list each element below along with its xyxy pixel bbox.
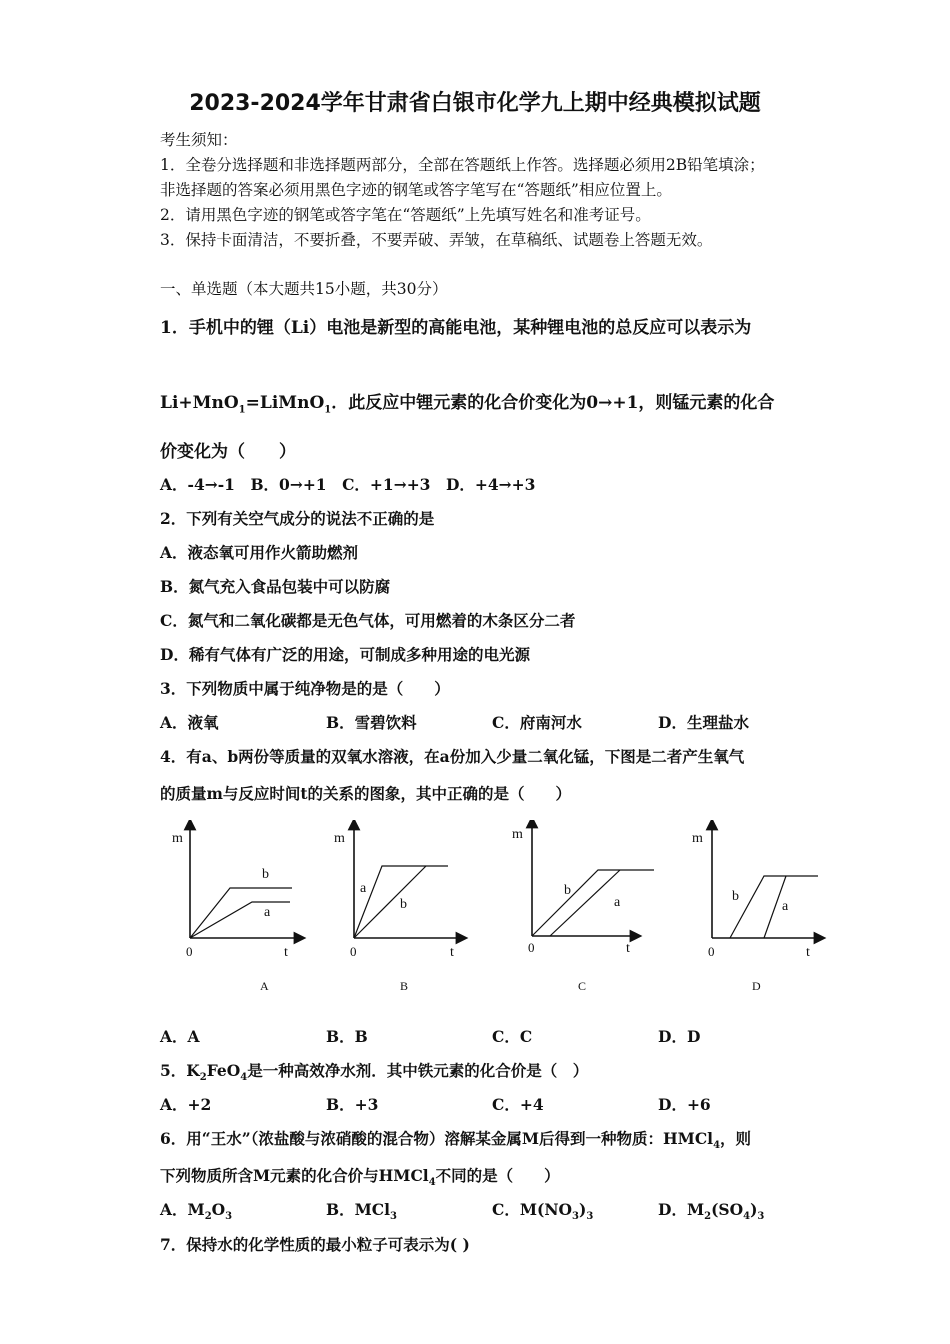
graph-d-x-label: t: [806, 945, 810, 960]
graph-a: [172, 824, 300, 993]
graph-d-caption: D: [752, 979, 761, 993]
q2-option-d: D．稀有气体有广泛的用途，可制成多种用途的电光源: [160, 645, 530, 664]
graph-c-y-label: m: [512, 827, 523, 842]
q6-a-part: A．M: [160, 1200, 205, 1219]
q5-stem-part: FeO: [206, 1061, 241, 1080]
q1-formula-sub: 1: [238, 404, 246, 416]
q5-option-c: C．+4: [492, 1095, 544, 1114]
page-title: 2023-2024学年甘肃省白银市化学九上期中经典模拟试题: [189, 91, 761, 116]
graph-a-y-label: m: [172, 831, 183, 846]
q5-stem-part: 是一种高效净水剂．其中铁元素的化合价是（ ）: [247, 1061, 589, 1080]
q3-stem: 3．下列物质中属于纯净物是的是（ ）: [160, 679, 450, 698]
graph-c-line-b: [532, 870, 654, 936]
q6-option-b: [326, 1198, 397, 1222]
q3-option-b: B．雪碧饮料: [326, 713, 417, 732]
graph-d-line-b: [730, 876, 818, 938]
q6-d-part: ): [750, 1200, 758, 1219]
notice-line-4: 3．保持卡面清洁，不要折叠，不要弄破、弄皱，在草稿纸、试题卷上答题无效。: [160, 231, 713, 249]
graph-a-caption: A: [260, 979, 269, 993]
q6-d-part: D．M: [658, 1200, 705, 1219]
q6-part: 不同的是（ ）: [435, 1166, 560, 1185]
q2-option-a: A．液态氧可用作火箭助燃剂: [160, 543, 359, 562]
q3-option-c: C．府南河水: [492, 713, 582, 732]
q6-d-part: (SO: [711, 1200, 744, 1219]
q5-stem: [160, 1059, 588, 1083]
q1-formula-part: =LiMnO: [245, 393, 325, 413]
q1-formula-part: Li+MnO: [160, 393, 239, 413]
graph-b: [334, 824, 462, 993]
q3-option-d: D．生理盐水: [658, 713, 749, 732]
q4-option-c: C．C: [492, 1027, 533, 1046]
q5-option-d: D．+6: [658, 1095, 711, 1114]
q4-line-1: 4．有a、b两份等质量的双氧水溶液，在a份加入少量二氧化锰，下图是二者产生氧气: [160, 747, 745, 766]
q6-a-sub: 2: [204, 1211, 212, 1223]
graph-b-line-b: [354, 866, 426, 938]
graph-b-label-a: a: [360, 881, 367, 896]
graph-c-label-a: a: [614, 895, 621, 910]
graph-b-label-b: b: [400, 897, 407, 912]
q5-option-b: B．+3: [326, 1095, 379, 1114]
q1-formula-part: ．此反应中锂元素的化合价变化为0→+1，则锰元素的化合: [331, 393, 775, 413]
graph-b-y-label: m: [334, 831, 345, 846]
q6-a-sub: 3: [225, 1211, 233, 1223]
q5-stem-sub: 2: [199, 1072, 207, 1084]
notice-line-1: 1．全卷分选择题和非选择题两部分，全部在答题纸上作答。选择题必须用2B铅笔填涂；: [160, 156, 765, 174]
graph-c-x-label: t: [626, 941, 630, 956]
notice-heading: 考生须知：: [160, 131, 238, 149]
graph-b-x-label: t: [450, 945, 454, 960]
graph-a-label-b: b: [262, 867, 269, 882]
q6-b-part: B．MCl: [326, 1200, 390, 1219]
graph-d-label-a: a: [782, 899, 789, 914]
section-heading: 一、单选题（本大题共15小题，共30分）: [160, 280, 448, 298]
q5-stem-sub: 4: [240, 1072, 248, 1084]
q6-line-1: [160, 1127, 751, 1151]
q2-option-c: C．氮气和二氧化碳都是无色气体，可用燃着的木条区分二者: [160, 611, 576, 630]
q6-a-part: O: [211, 1200, 226, 1219]
q1-options: A．-4→-1 B．0→+1 C．+1→+3 D．+4→+3: [160, 475, 536, 494]
q2-stem: 2．下列有关空气成分的说法不正确的是: [160, 509, 435, 528]
q6-d-sub: 3: [757, 1211, 765, 1223]
q6-b-sub: 3: [389, 1211, 397, 1223]
q6-sub: 4: [428, 1177, 436, 1189]
graph-a-label-a: a: [264, 905, 271, 920]
q1-line-1: 1．手机中的锂（Li）电池是新型的高能电池，某种锂电池的总反应可以表示为: [160, 318, 752, 338]
q4-graphs-svg: [160, 820, 840, 1000]
q5-stem-part: 5．K: [160, 1061, 200, 1080]
graph-a-origin: 0: [186, 944, 193, 959]
q4-option-d: D．D: [658, 1027, 701, 1046]
graph-c-label-b: b: [564, 883, 571, 898]
q6-option-d: [658, 1198, 764, 1222]
q3-option-a: A．液氧: [160, 713, 219, 732]
q7-stem: 7．保持水的化学性质的最小粒子可表示为( ): [160, 1235, 470, 1254]
graph-d-origin: 0: [708, 944, 715, 959]
graph-c-caption: C: [578, 979, 587, 993]
q6-option-c: [492, 1198, 593, 1222]
q6-sub: 4: [713, 1140, 721, 1152]
q2-option-b: B．氮气充入食品包装中可以防腐: [160, 577, 391, 596]
q6-c-part: ): [578, 1200, 587, 1219]
graph-b-origin: 0: [350, 944, 357, 959]
graph-a-line-b: [190, 888, 292, 938]
graph-d: [692, 824, 820, 993]
graph-c-origin: 0: [528, 940, 535, 955]
q6-part: 下列物质所含M元素的化合价与HMCl: [160, 1166, 429, 1185]
q1-formula-sub: 1: [324, 404, 332, 416]
q1-formula-line: [160, 388, 774, 415]
graph-c: [512, 822, 654, 993]
q6-line-2: [160, 1164, 560, 1188]
q6-d-sub: 2: [704, 1211, 712, 1223]
q6-part: 6．用“王水”（浓盐酸与浓硝酸的混合物）溶解某金属M后得到一种物质：HMCl: [160, 1129, 714, 1148]
q6-d-sub: 4: [743, 1211, 751, 1223]
q6-part: ，则: [720, 1129, 752, 1148]
q6-c-part: C．M(NO: [492, 1200, 572, 1219]
graph-d-y-label: m: [692, 831, 703, 846]
q4-graphs: [160, 820, 840, 1000]
graph-d-label-b: b: [732, 889, 739, 904]
q6-c-sub: 3: [572, 1211, 579, 1223]
notice-line-3: 2．请用黑色字迹的钢笔或答字笔在“答题纸”上先填写姓名和准考证号。: [160, 206, 651, 224]
q4-option-b: B．B: [326, 1027, 368, 1046]
q6-c-sub: 3: [586, 1211, 594, 1223]
q4-line-2: 的质量m与反应时间t的关系的图象，其中正确的是（ ）: [160, 784, 572, 803]
q5-option-a: A．+2: [160, 1095, 212, 1114]
q6-option-a: [160, 1198, 232, 1222]
graph-a-x-label: t: [284, 945, 288, 960]
graph-c-line-a: [550, 870, 620, 936]
q4-option-a: A．A: [160, 1027, 200, 1046]
q1-line-3: 价变化为（ ）: [160, 442, 296, 462]
graph-b-caption: B: [400, 979, 409, 993]
notice-line-2: 非选择题的答案必须用黑色字迹的钢笔或答字笔写在“答题纸”相应位置上。: [160, 181, 672, 199]
